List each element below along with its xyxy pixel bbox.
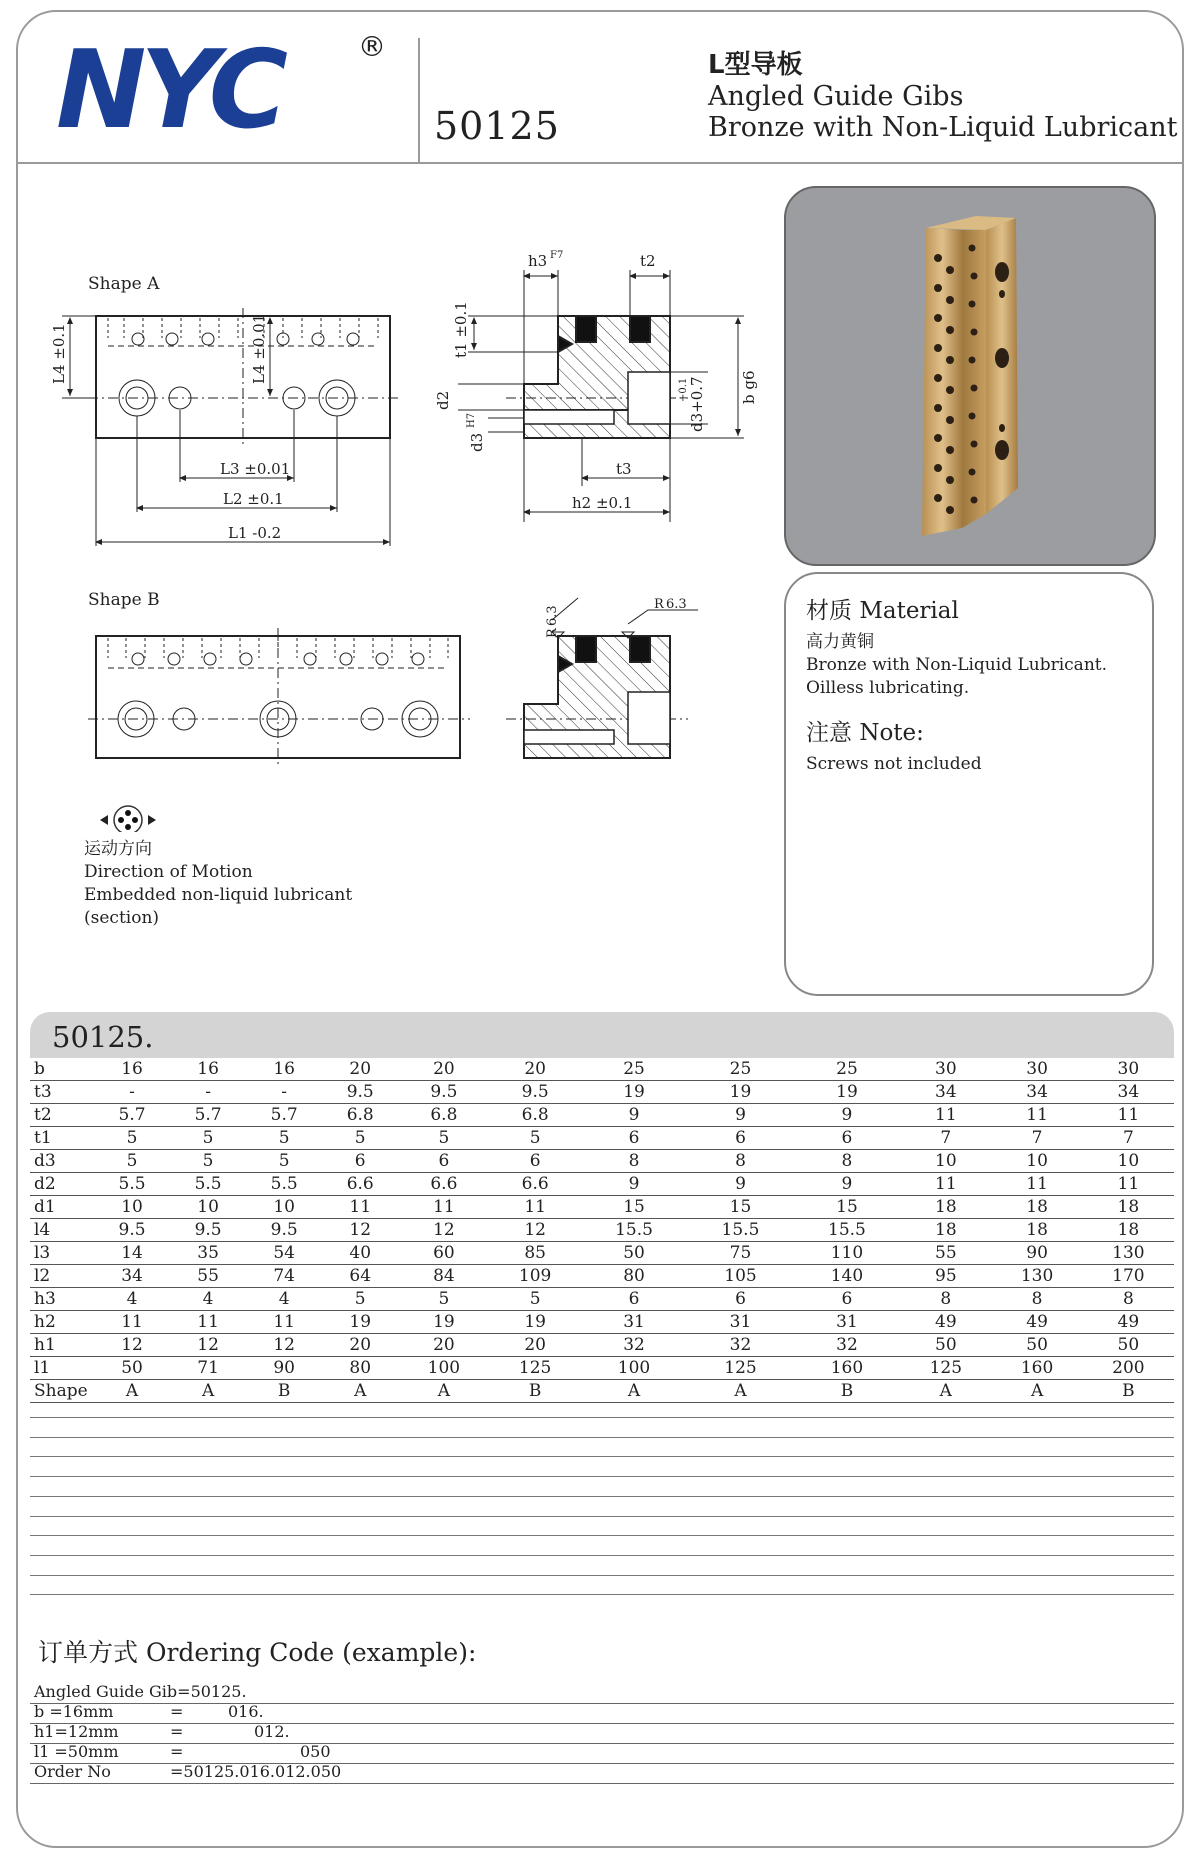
table-row <box>30 1058 1174 1081</box>
note-heading-en: Note: <box>859 720 924 746</box>
table-cell: 32 <box>687 1334 793 1357</box>
table-cell: 12 <box>170 1334 246 1357</box>
dim-d3tol: d3+0.7 <box>688 376 706 432</box>
table-cell: 11 <box>991 1104 1082 1127</box>
table-row <box>30 1127 1174 1150</box>
table-cell: 5.5 <box>170 1173 246 1196</box>
table-cell: 16 <box>246 1058 322 1081</box>
table-cell: 90 <box>991 1242 1082 1265</box>
table-cell: 11 <box>490 1196 581 1219</box>
table-cell: B <box>246 1380 322 1403</box>
table-cell: 4 <box>94 1288 170 1311</box>
table-cell: 160 <box>794 1357 900 1380</box>
table-cell: 4 <box>246 1288 322 1311</box>
table-cell: 5.7 <box>94 1104 170 1127</box>
material-panel <box>784 572 1154 996</box>
dim-b: b g6 <box>740 370 758 404</box>
ordering-label: b =16mm <box>34 1702 114 1721</box>
table-cell: 85 <box>490 1242 581 1265</box>
shape-a-label: Shape A <box>88 274 160 294</box>
shape-a-section-view <box>506 316 688 438</box>
table-row <box>30 1380 1174 1403</box>
note-text: Screws not included <box>806 754 982 774</box>
ordering-eq: = <box>170 1722 184 1741</box>
table-cell: 5 <box>322 1127 398 1150</box>
dim-l3: L3 ±0.01 <box>220 460 291 478</box>
table-cell: A <box>581 1380 687 1403</box>
table-cell: 50 <box>94 1357 170 1380</box>
table-cell: 200 <box>1083 1357 1174 1380</box>
dim-d3-sup: H7 <box>466 412 477 428</box>
table-cell: 25 <box>687 1058 793 1081</box>
table-cell: 11 <box>398 1196 489 1219</box>
table-cell: A <box>322 1380 398 1403</box>
table-cell: 12 <box>94 1334 170 1357</box>
table-cell: 9 <box>687 1104 793 1127</box>
table-cell: 7 <box>1083 1127 1174 1150</box>
table-cell: 19 <box>490 1311 581 1334</box>
row-key: l4 <box>30 1219 94 1242</box>
logo-text: NYC <box>56 42 283 137</box>
table-cell: 11 <box>94 1311 170 1334</box>
table-cell: 8 <box>581 1150 687 1173</box>
table-cell: 6 <box>794 1288 900 1311</box>
table-cell: 25 <box>794 1058 900 1081</box>
table-cell: 11 <box>1083 1104 1174 1127</box>
table-cell: 5 <box>94 1150 170 1173</box>
table-cell: 9.5 <box>490 1081 581 1104</box>
table-cell: B <box>490 1380 581 1403</box>
table-cell: 6 <box>581 1288 687 1311</box>
table-cell: 6.6 <box>322 1173 398 1196</box>
spec-table <box>30 1058 1174 1403</box>
table-cell: 15.5 <box>794 1219 900 1242</box>
table-row <box>30 1311 1174 1334</box>
table-cell: 10 <box>900 1150 991 1173</box>
table-cell: 15.5 <box>581 1219 687 1242</box>
table-cell: 8 <box>794 1150 900 1173</box>
table-cell: 8 <box>1083 1288 1174 1311</box>
table-cell: 54 <box>246 1242 322 1265</box>
table-cell: 31 <box>687 1311 793 1334</box>
ruled-line <box>30 1516 1174 1517</box>
material-cn: 高力黄铜 <box>806 632 874 652</box>
table-cell: 16 <box>94 1058 170 1081</box>
table-cell: 5.7 <box>246 1104 322 1127</box>
ruled-line <box>30 1496 1174 1497</box>
table-cell: 90 <box>246 1357 322 1380</box>
direction-line-1: Direction of Motion <box>84 862 253 882</box>
row-key: b <box>30 1058 94 1081</box>
table-cell: - <box>170 1081 246 1104</box>
dim-h3: h3 <box>528 252 548 270</box>
table-row <box>30 1288 1174 1311</box>
table-cell: 11 <box>322 1196 398 1219</box>
table-cell: 9 <box>794 1173 900 1196</box>
table-cell: 9 <box>794 1104 900 1127</box>
dim-t2: t2 <box>640 252 656 270</box>
dim-t3: t3 <box>616 460 632 478</box>
table-cell: 49 <box>1083 1311 1174 1334</box>
ordering-value: 012. <box>254 1722 290 1741</box>
ordering-eq: = <box>170 1742 184 1761</box>
table-cell: 14 <box>94 1242 170 1265</box>
dim-h3-sup: F7 <box>550 250 564 261</box>
table-cell: 20 <box>490 1334 581 1357</box>
table-cell: 30 <box>991 1058 1082 1081</box>
table-cell: 12 <box>490 1219 581 1242</box>
table-cell: B <box>794 1380 900 1403</box>
table-cell: 11 <box>170 1311 246 1334</box>
dim-r2: R <box>654 597 664 612</box>
table-cell: 9 <box>687 1173 793 1196</box>
table-cell: 5 <box>322 1288 398 1311</box>
direction-line-2: Embedded non-liquid lubricant <box>84 885 353 905</box>
dim-h2: h2 ±0.1 <box>572 494 633 512</box>
table-row <box>30 1081 1174 1104</box>
table-cell: 125 <box>900 1357 991 1380</box>
table-cell: 18 <box>900 1219 991 1242</box>
table-cell: 10 <box>1083 1150 1174 1173</box>
dim-d2: d2 <box>434 390 452 410</box>
table-cell: A <box>94 1380 170 1403</box>
table-cell: 16 <box>170 1058 246 1081</box>
ordering-value: 050 <box>300 1742 331 1761</box>
table-cell: 6 <box>398 1150 489 1173</box>
row-key: h2 <box>30 1311 94 1334</box>
table-cell: 15.5 <box>687 1219 793 1242</box>
table-cell: 9.5 <box>246 1219 322 1242</box>
table-cell: 109 <box>490 1265 581 1288</box>
table-cell: 6.6 <box>398 1173 489 1196</box>
table-cell: 9.5 <box>398 1081 489 1104</box>
row-key: l2 <box>30 1265 94 1288</box>
table-cell: 49 <box>900 1311 991 1334</box>
ordering-value: 016. <box>228 1702 264 1721</box>
table-cell: A <box>170 1380 246 1403</box>
table-cell: 31 <box>794 1311 900 1334</box>
table-cell: 7 <box>900 1127 991 1150</box>
note-heading <box>806 714 1132 747</box>
row-key: l3 <box>30 1242 94 1265</box>
table-cell: 5 <box>398 1288 489 1311</box>
table-cell: 10 <box>991 1150 1082 1173</box>
title-en-2: Bronze with Non-Liquid Lubricant <box>708 112 1178 143</box>
table-cell: 50 <box>900 1334 991 1357</box>
table-cell: 9 <box>581 1104 687 1127</box>
table-cell: 15 <box>794 1196 900 1219</box>
row-key: h3 <box>30 1288 94 1311</box>
table-cell: 32 <box>581 1334 687 1357</box>
table-row <box>30 1357 1174 1380</box>
table-header-bar <box>30 1012 1174 1058</box>
ordering-title <box>38 1633 476 1669</box>
table-cell: A <box>687 1380 793 1403</box>
direction-legend <box>84 838 352 930</box>
direction-cn: 运动方向 <box>84 839 152 859</box>
table-cell: 7 <box>991 1127 1082 1150</box>
table-cell: 11 <box>1083 1173 1174 1196</box>
ordering-label: l1 =50mm <box>34 1742 119 1761</box>
table-cell: 10 <box>170 1196 246 1219</box>
table-cell: 10 <box>94 1196 170 1219</box>
table-cell: 5 <box>246 1150 322 1173</box>
table-cell: 20 <box>490 1058 581 1081</box>
table-cell: 50 <box>581 1242 687 1265</box>
material-line-2: Oilless lubricating. <box>806 678 970 698</box>
table-cell: 34 <box>991 1081 1082 1104</box>
table-cell: 6 <box>687 1288 793 1311</box>
table-cell: 5 <box>398 1127 489 1150</box>
table-cell: 9.5 <box>322 1081 398 1104</box>
table-cell: 34 <box>900 1081 991 1104</box>
table-cell: 30 <box>1083 1058 1174 1081</box>
table-cell: 6 <box>794 1127 900 1150</box>
table-cell: 34 <box>1083 1081 1174 1104</box>
table-cell: 125 <box>490 1357 581 1380</box>
material-heading-en: Material <box>859 598 959 624</box>
table-cell: 95 <box>900 1265 991 1288</box>
shape-a-front-view <box>62 308 400 546</box>
table-cell: 50 <box>991 1334 1082 1357</box>
table-cell: 20 <box>398 1058 489 1081</box>
table-cell: 8 <box>900 1288 991 1311</box>
table-cell: 125 <box>687 1357 793 1380</box>
table-cell: 20 <box>322 1058 398 1081</box>
row-key: d2 <box>30 1173 94 1196</box>
table-row <box>30 1265 1174 1288</box>
table-cell: 80 <box>581 1265 687 1288</box>
table-cell: 20 <box>322 1334 398 1357</box>
table-cell: 8 <box>991 1288 1082 1311</box>
table-cell: 19 <box>687 1081 793 1104</box>
ordering-eq: =50125.016.012.050 <box>170 1762 342 1781</box>
product-code: 50125 <box>434 104 560 148</box>
table-cell: 10 <box>246 1196 322 1219</box>
table-cell: 25 <box>581 1058 687 1081</box>
table-cell: 6.8 <box>490 1104 581 1127</box>
table-cell: 6 <box>687 1127 793 1150</box>
table-title: 50125. <box>52 1020 154 1054</box>
table-cell: - <box>246 1081 322 1104</box>
table-row <box>30 1219 1174 1242</box>
table-cell: 49 <box>991 1311 1082 1334</box>
table-row <box>30 1196 1174 1219</box>
table-cell: 11 <box>246 1311 322 1334</box>
dim-r1: R <box>545 628 560 638</box>
table-cell: 75 <box>687 1242 793 1265</box>
table-cell: 19 <box>794 1081 900 1104</box>
table-row <box>30 1173 1174 1196</box>
table-cell: 80 <box>322 1357 398 1380</box>
row-key: l1 <box>30 1357 94 1380</box>
table-row <box>30 1334 1174 1357</box>
table-cell: 170 <box>1083 1265 1174 1288</box>
table-cell: 11 <box>900 1173 991 1196</box>
table-cell: 6.8 <box>398 1104 489 1127</box>
product-title <box>708 50 1177 143</box>
dim-d3tol-sup: +0.1 <box>678 377 689 402</box>
table-cell: 18 <box>900 1196 991 1219</box>
table-cell: 12 <box>398 1219 489 1242</box>
note-heading-cn: 注意 <box>806 720 852 746</box>
ruled-line <box>30 1535 1174 1536</box>
table-cell: 100 <box>581 1357 687 1380</box>
table-cell: 35 <box>170 1242 246 1265</box>
table-cell: 5 <box>94 1127 170 1150</box>
table-cell: 5 <box>246 1127 322 1150</box>
table-cell: 18 <box>1083 1196 1174 1219</box>
dim-l2: L2 ±0.1 <box>223 490 284 508</box>
direction-line-3: (section) <box>84 908 160 928</box>
ruled-line <box>30 1437 1174 1438</box>
row-key: d3 <box>30 1150 94 1173</box>
row-key: d1 <box>30 1196 94 1219</box>
table-cell: 84 <box>398 1265 489 1288</box>
table-cell: 100 <box>398 1357 489 1380</box>
table-cell: 30 <box>900 1058 991 1081</box>
ordering-label: Angled Guide Gib=50125. <box>34 1682 247 1701</box>
table-cell: 19 <box>322 1311 398 1334</box>
direction-icon <box>100 806 156 832</box>
table-cell: 12 <box>322 1219 398 1242</box>
registered-mark: ® <box>358 30 386 63</box>
table-cell: 18 <box>991 1219 1082 1242</box>
table-cell: 9.5 <box>170 1219 246 1242</box>
table-cell: 60 <box>398 1242 489 1265</box>
table-cell: A <box>900 1380 991 1403</box>
title-cn: L型导板 <box>708 50 803 80</box>
table-cell: 130 <box>1083 1242 1174 1265</box>
table-cell: 160 <box>991 1357 1082 1380</box>
table-row <box>30 1104 1174 1127</box>
ruled-line <box>30 1555 1174 1556</box>
material-heading <box>806 592 1132 625</box>
ordering-row <box>30 1760 1174 1784</box>
table-cell: 4 <box>170 1288 246 1311</box>
ordering-label: h1=12mm <box>34 1722 119 1741</box>
table-cell: 64 <box>322 1265 398 1288</box>
table-cell: A <box>398 1380 489 1403</box>
row-key: Shape <box>30 1380 94 1403</box>
table-cell: 105 <box>687 1265 793 1288</box>
datasheet <box>16 10 1184 1848</box>
shape-b-front-view <box>88 628 470 768</box>
table-cell: 18 <box>991 1196 1082 1219</box>
ruled-line <box>30 1456 1174 1457</box>
title-en-1: Angled Guide Gibs <box>708 81 964 112</box>
dim-d3: d3 <box>468 432 486 452</box>
ordering-title-cn: 订单方式 <box>38 1638 139 1667</box>
ruled-line <box>30 1575 1174 1576</box>
table-cell: 8 <box>687 1150 793 1173</box>
table-cell: 55 <box>170 1265 246 1288</box>
ruled-line <box>30 1594 1174 1595</box>
technical-drawings <box>18 12 778 832</box>
table-cell: 11 <box>900 1104 991 1127</box>
product-photo <box>784 186 1156 566</box>
table-cell: 15 <box>581 1196 687 1219</box>
table-cell: 6 <box>581 1127 687 1150</box>
material-line-1: Bronze with Non-Liquid Lubricant. <box>806 655 1108 675</box>
table-cell: B <box>1083 1380 1174 1403</box>
shape-b-label: Shape B <box>88 590 160 610</box>
table-cell: 19 <box>398 1311 489 1334</box>
table-cell: 5.5 <box>94 1173 170 1196</box>
table-cell: 31 <box>581 1311 687 1334</box>
table-cell: 12 <box>246 1334 322 1357</box>
material-heading-cn: 材质 <box>806 598 852 624</box>
dim-rval-2: 6.3 <box>666 597 687 612</box>
ruled-line <box>30 1417 1174 1418</box>
table-cell: 5 <box>490 1127 581 1150</box>
table-cell: 34 <box>94 1265 170 1288</box>
table-cell: 9 <box>581 1173 687 1196</box>
table-cell: 5 <box>490 1288 581 1311</box>
table-cell: 11 <box>991 1173 1082 1196</box>
table-row <box>30 1242 1174 1265</box>
ruled-line <box>30 1476 1174 1477</box>
table-cell: 15 <box>687 1196 793 1219</box>
ordering-label: Order No <box>34 1762 111 1781</box>
table-cell: A <box>991 1380 1082 1403</box>
table-cell: 71 <box>170 1357 246 1380</box>
dim-l4b: L4 ±0.01 <box>250 313 268 384</box>
table-cell: 50 <box>1083 1334 1174 1357</box>
table-cell: 110 <box>794 1242 900 1265</box>
shape-b-section-view <box>506 598 698 758</box>
table-cell: 5 <box>170 1150 246 1173</box>
dim-l4: L4 ±0.1 <box>50 323 68 384</box>
table-row <box>30 1150 1174 1173</box>
row-key: h1 <box>30 1334 94 1357</box>
ordering-eq: = <box>170 1702 184 1721</box>
table-cell: 5 <box>170 1127 246 1150</box>
table-cell: 20 <box>398 1334 489 1357</box>
table-cell: 9.5 <box>94 1219 170 1242</box>
dim-t1: t1 ±0.1 <box>452 301 470 358</box>
table-cell: 5.7 <box>170 1104 246 1127</box>
table-cell: 5.5 <box>246 1173 322 1196</box>
row-key: t1 <box>30 1127 94 1150</box>
table-cell: 6.6 <box>490 1173 581 1196</box>
table-cell: 130 <box>991 1265 1082 1288</box>
table-cell: 74 <box>246 1265 322 1288</box>
table-cell: - <box>94 1081 170 1104</box>
table-cell: 32 <box>794 1334 900 1357</box>
table-cell: 140 <box>794 1265 900 1288</box>
table-cell: 6 <box>490 1150 581 1173</box>
table-cell: 6 <box>322 1150 398 1173</box>
row-key: t2 <box>30 1104 94 1127</box>
table-cell: 6.8 <box>322 1104 398 1127</box>
row-key: t3 <box>30 1081 94 1104</box>
table-cell: 40 <box>322 1242 398 1265</box>
table-cell: 18 <box>1083 1219 1174 1242</box>
ordering-title-en: Ordering Code (example): <box>145 1638 477 1667</box>
dim-rval-1: 6.3 <box>545 605 560 626</box>
dim-l1: L1 -0.2 <box>228 524 282 542</box>
table-cell: 55 <box>900 1242 991 1265</box>
table-cell: 19 <box>581 1081 687 1104</box>
